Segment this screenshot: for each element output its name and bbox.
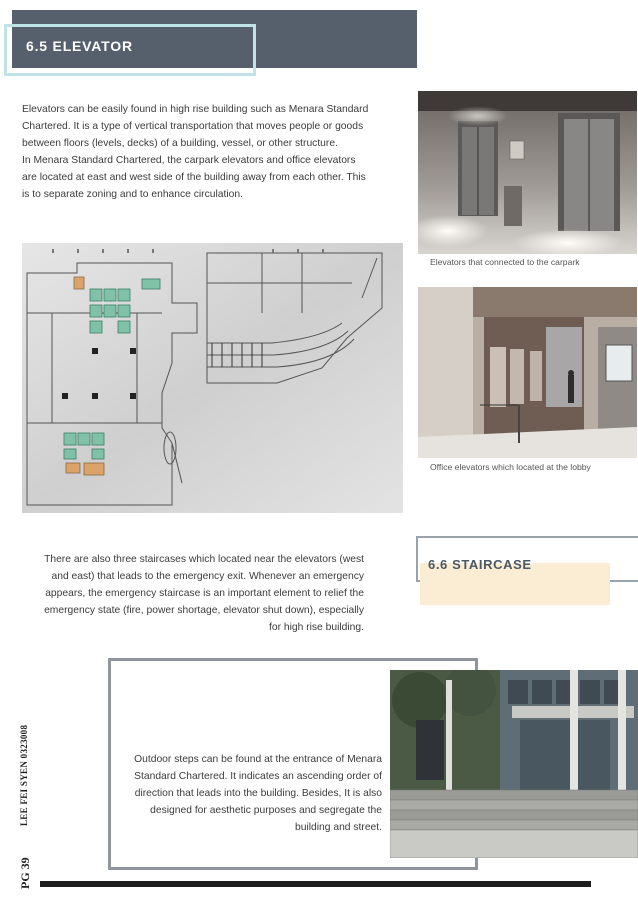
floor-plan-image bbox=[22, 243, 403, 513]
page-number: PG 39 bbox=[18, 857, 32, 889]
carpark-elevator-photo bbox=[418, 91, 637, 254]
elevator-paragraph-1: Elevators can be easily found in high rise building such as Menara Standard Chartered. It is a type of vertical transportation that moves people or goods between floors (levels, decks) of a building, vessel, or other structure. bbox=[22, 104, 369, 149]
lobby-elevator-photo bbox=[418, 287, 637, 458]
author-label: LEE FEI SYEN 0323008 bbox=[19, 724, 29, 826]
lobby-elevator-caption: Office elevators which located at the lobby bbox=[430, 462, 591, 472]
elevator-paragraph-2: In Menara Standard Chartered, the carpark elevators and office elevators are located at east and west side of the building away from each other. This is to separate zoning and to enhance circulation. bbox=[22, 154, 366, 200]
carpark-elevator-caption: Elevators that connected to the carpark bbox=[430, 257, 580, 267]
outdoor-steps-description: Outdoor steps can be found at the entrance of Menara Standard Chartered. It indicates an ascending order of direction that leads into the building. Besides, It is also designed for aesthetic purposes and segregate the building and street. bbox=[134, 754, 382, 833]
elevator-description bbox=[22, 102, 372, 203]
staircase-description: There are also three staircases which located near the elevators (west and east) that leads to the emergency exit. Whenever an emergency appears, the emergency staircase is an important element to relief the emergency state (fire, power shortage, elevator shut down), especially for high rise building. bbox=[44, 554, 364, 633]
section-title-staircase: 6.6 STAIRCASE bbox=[428, 557, 532, 572]
outdoor-steps-photo bbox=[390, 670, 638, 858]
section-title-elevator: 6.5 ELEVATOR bbox=[26, 38, 133, 54]
footer-bar bbox=[40, 881, 591, 887]
